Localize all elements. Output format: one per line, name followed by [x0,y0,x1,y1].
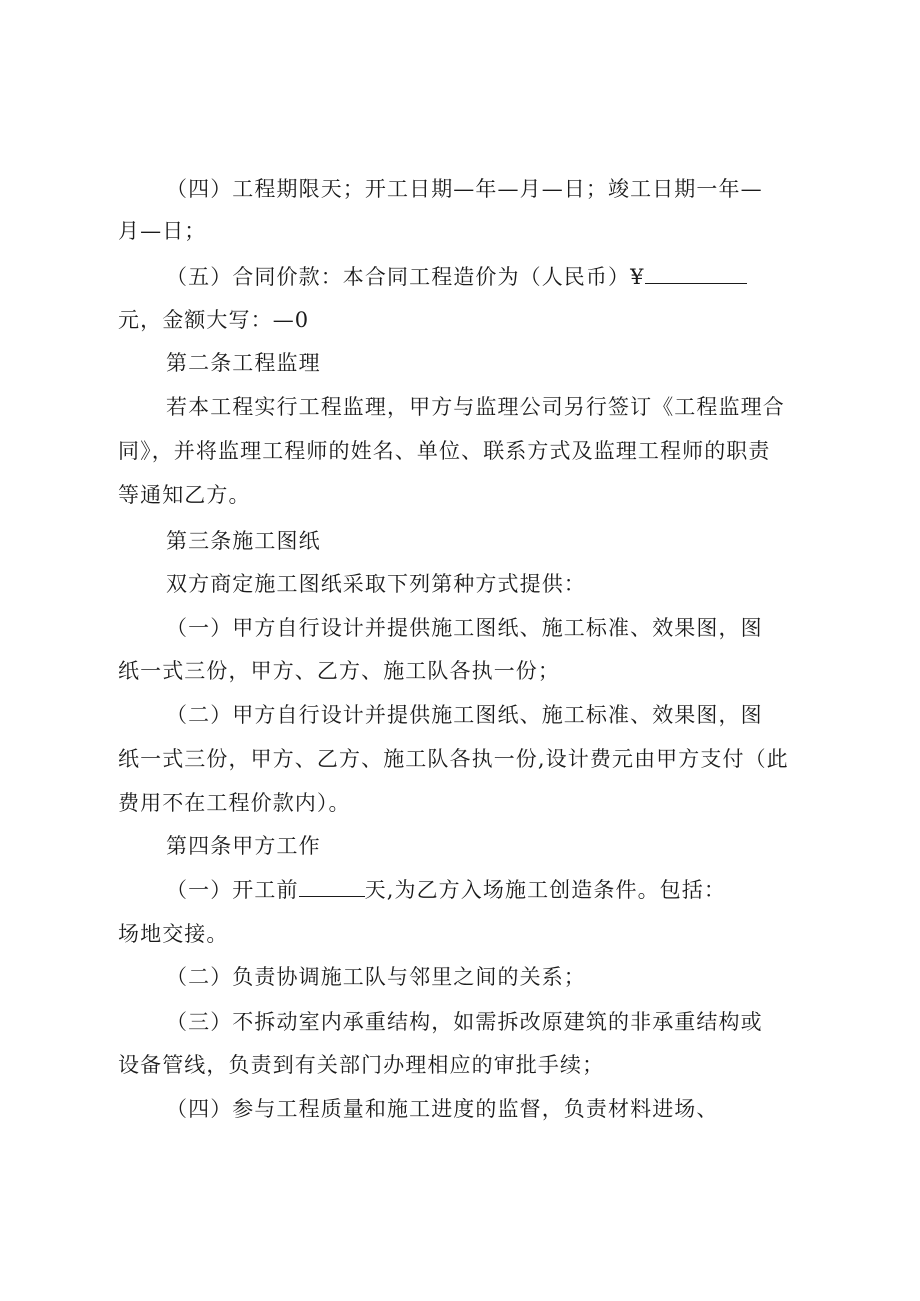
article-2-para-line3: 等通知乙方。 [118,483,251,507]
article-4-item4-line1: （四）参与工程质量和施工进度的监督，负责材料进场、 [166,1097,719,1121]
article-3-intro: 双方商定施工图纸采取下列第种方式提供： [166,572,586,596]
article-3-heading: 第三条施工图纸 [166,529,321,553]
article-4-item1-line2: 场地交接。 [118,922,229,946]
clause-5-price [166,261,747,292]
article-4-item2: （二）负责协调施工队与邻里之间的关系； [166,965,586,989]
clause-5-price-cont: 元，金额大写：—0 [118,308,310,332]
article-2-heading: 第二条工程监理 [166,351,321,375]
clause-5-price-text: （五）合同价款：本合同工程造价为（人民币）¥ [166,265,645,289]
days-blank [299,874,365,897]
article-3-option2-line3: 费用不在工程价款内）。 [118,791,351,815]
article-4-item3-line1: （三）不拆动室内承重结构，如需拆改原建筑的非承重结构或 [166,1010,763,1034]
article-4-item3-line2: 设备管线，负责到有关部门办理相应的审批手续； [118,1053,605,1077]
clause-4-duration: （四）工程期限天；开工日期—年—月—日；竣工日期一年— [166,177,763,201]
article-4-item1-pre: （一）开工前 [166,878,299,902]
price-blank [645,261,747,284]
article-3-option2-line2: 纸一式三份，甲方、乙方、施工队各执一份,设计费元由甲方支付（此 [118,747,789,771]
article-3-option1-line1: （一）甲方自行设计并提供施工图纸、施工标准、效果图，图 [166,616,763,640]
article-4-item1-post: 天,为乙方入场施工创造条件。包括： [364,878,726,902]
article-3-option1-line2: 纸一式三份，甲方、乙方、施工队各执一份； [118,659,560,683]
clause-4-duration-cont: 月—日； [118,219,207,243]
article-4-item1-line1 [166,874,726,905]
article-3-option2-line1: （二）甲方自行设计并提供施工图纸、施工标准、效果图，图 [166,703,763,727]
article-2-para-line1: 若本工程实行工程监理，甲方与监理公司另行签订《工程监理合 [166,395,785,419]
article-2-para-line2: 同》，并将监理工程师的姓名、单位、联系方式及监理工程师的职责 [118,439,771,463]
article-4-heading: 第四条甲方工作 [166,834,321,858]
